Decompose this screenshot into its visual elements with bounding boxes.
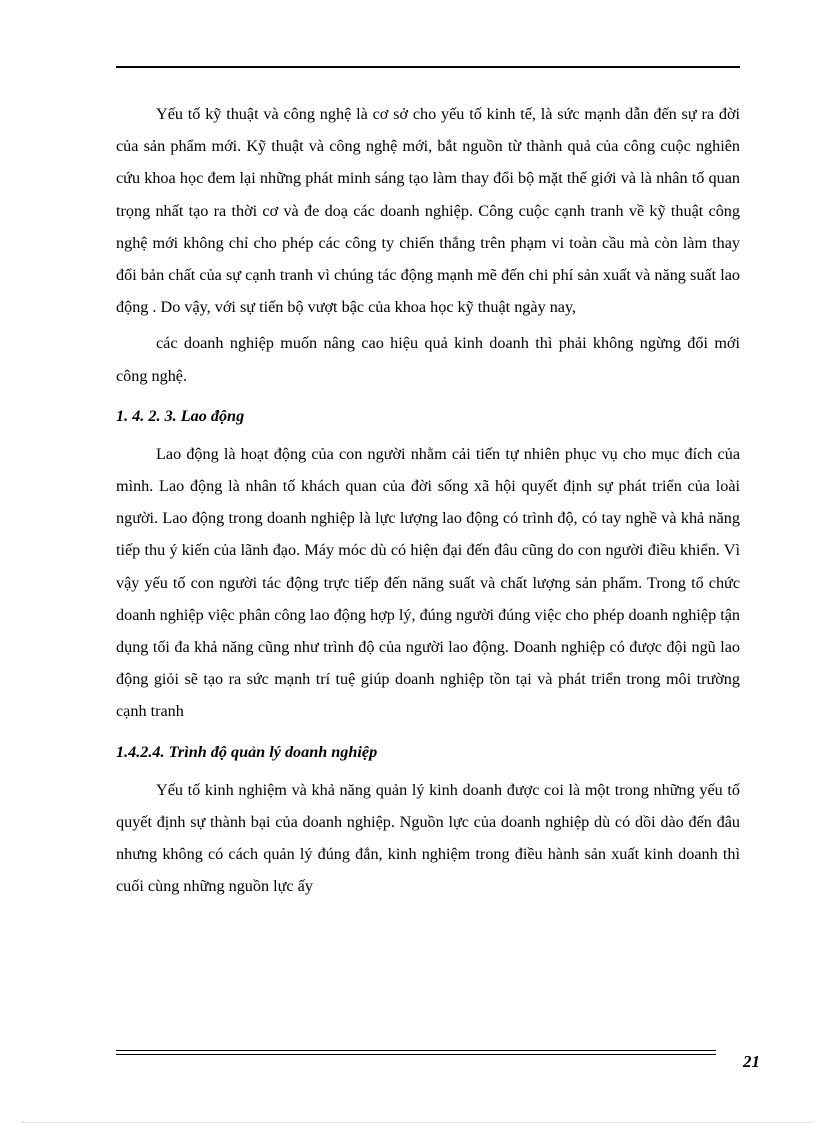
paragraph: Yếu tố kinh nghiệm và khả năng quản lý kinh doanh được coi là một trong những yếu tố quyết định sự thành bại của doanh nghiệp. Nguồn lực của doanh nghiệp dù có dồi dào đến đâu nhưng không có cách quản lý đúng đắn, kinh nghiệm trong điều hành sản xuất kinh doanh thì cuối cùng những nguồn lực ấy — [116, 780, 740, 896]
paragraph: Yếu tố kỹ thuật và công nghệ là cơ sở cho yếu tố kinh tế, là sức mạnh dẫn đến sự ra đời của sản phẩm mới. Kỹ thuật và công nghệ mới, bắt nguồn từ thành quả của công cuộc nghiên cứu khoa học đem lại những phát minh sáng tạo làm thay đổi bộ mặt thế giới và là nhân tố quan trọng nhất tạo ra thời cơ và đe doạ các doanh nghiệp. Công cuộc cạnh tranh về kỹ thuật công nghệ mới không chỉ cho phép các công ty chiến thắng trên phạm vi toàn cầu mà còn làm thay đổi bản chất của sự cạnh tranh vì chúng tác động mạnh mẽ đến chi phí sản xuất và năng suất lao động . Do vậy, với sự tiến bộ vượt bậc của khoa học kỹ thuật ngày nay, — [116, 105, 740, 317]
footer-rule — [116, 1050, 716, 1055]
page-number: 21 — [743, 1052, 760, 1071]
header-rule — [116, 66, 740, 68]
page-body — [116, 98, 740, 902]
section-heading: 1. 4. 2. 3. Lao động — [116, 406, 245, 425]
paragraph: Lao động là hoạt động của con người nhằm cải tiến tự nhiên phục vụ cho mục đích của mình. Lao động là nhân tố khách quan của đời sống xã hội quyết định sự phát triển của loài người. Lao động trong doanh nghiệp là lực lượng lao động có trình độ, có tay nghề và khả năng tiếp thu ý kiến của lãnh đạo. Máy móc dù có hiện đại đến đâu cũng do con người điều khiển. Vì vậy yếu tố con người tác động trực tiếp đến năng suất và chất lượng sản phẩm. Trong tổ chức doanh nghiệp việc phân công lao động hợp lý, đúng người đúng việc cho phép doanh nghiệp tận dụng tối đa khả năng cũng như trình độ của người lao động. Doanh nghiệp có được đội ngũ lao động giỏi sẽ tạo ra sức mạnh trí tuệ giúp doanh nghiệp tồn tại và phát triển trong môi trường cạnh tranh — [116, 444, 740, 721]
section-heading: 1.4.2.4. Trình độ quản lý doanh nghiệp — [116, 742, 378, 761]
paragraph: các doanh nghiệp muốn nâng cao hiệu quả kinh doanh thì phải không ngừng đổi mới công nghệ. — [116, 334, 740, 385]
